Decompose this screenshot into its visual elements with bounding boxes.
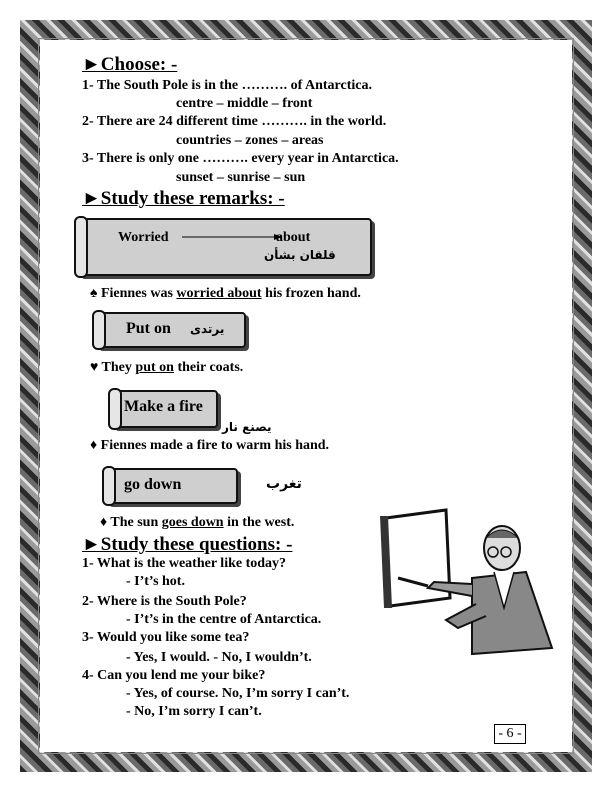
remark-example-2: ♥ They put on their coats.: [90, 360, 244, 375]
remark-example-3: ♦ Fiennes made a fire to warm his hand.: [90, 438, 330, 453]
remark-box-arabic: قلقان بشأن: [264, 248, 336, 262]
choose-options-3: sunset – sunrise – sun: [176, 170, 306, 185]
question-3: 3- Would you like some tea?: [82, 630, 250, 645]
remark-example-4: ♦ The sun goes down in the west.: [100, 515, 295, 530]
choose-question-2: 2- There are 24 different time ………. in the world.: [82, 114, 387, 129]
remark-box-put-on: Put on يرتدى: [96, 312, 246, 348]
arrow-icon: [182, 232, 282, 242]
remark-box-4-arabic: تغرب: [266, 476, 302, 492]
answer-4a: - Yes, of course. No, I’m sorry I can’t.: [126, 686, 350, 701]
remark-box-right-text: about: [276, 230, 311, 245]
page-number: - 6 -: [494, 724, 526, 744]
question-2: 2- Where is the South Pole?: [82, 594, 247, 609]
teacher-illustration: [376, 508, 556, 656]
remark-box-3-arabic: يصنع نار: [222, 420, 272, 434]
answer-1: - I’t’s hot.: [126, 574, 185, 589]
remark-box-left-text: Worried: [118, 230, 169, 245]
answer-2: - I’t’s in the centre of Antarctica.: [126, 612, 322, 627]
question-1: 1- What is the weather like today?: [82, 556, 287, 571]
remark-box-go-down: go down: [106, 468, 238, 504]
answer-4b: - No, I’m sorry I can’t.: [126, 704, 262, 719]
choose-options-1: centre – middle – front: [176, 96, 313, 111]
choose-question-3: 3- There is only one ………. every year in Antarctica.: [82, 151, 399, 166]
questions-heading: ►Study these questions: -: [82, 534, 293, 555]
answer-3: - Yes, I would. - No, I wouldn’t.: [126, 650, 312, 665]
remark-box-make-a-fire: Make a fire: [112, 390, 218, 428]
choose-question-1: 1- The South Pole is in the ………. of Antarctica.: [82, 78, 372, 93]
remark-example-1: ♠ Fiennes was worried about his frozen hand.: [90, 286, 361, 301]
remarks-heading: ►Study these remarks: -: [82, 188, 285, 209]
remark-box-worried-about: [78, 218, 372, 276]
question-4: 4- Can you lend me your bike?: [82, 668, 266, 683]
choose-heading: ►Choose: -: [82, 54, 178, 75]
choose-options-2: countries – zones – areas: [176, 133, 324, 148]
